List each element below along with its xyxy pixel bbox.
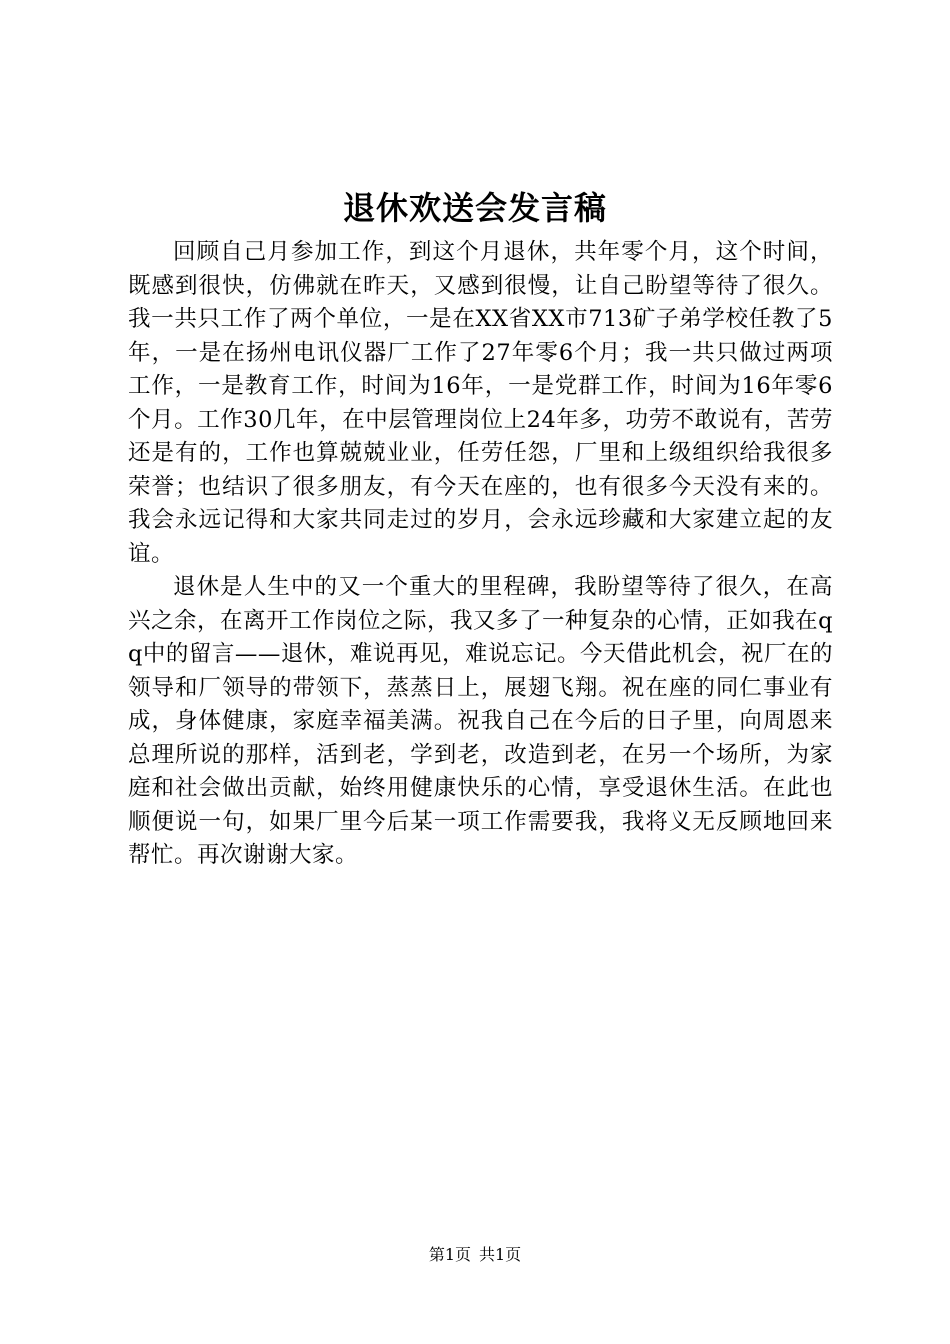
document-title: 退休欢送会发言稿 [342, 189, 607, 227]
page-number: 第1页 [428, 1245, 471, 1264]
document-body [128, 236, 833, 873]
page-total: 共1页 [479, 1245, 522, 1264]
page-footer [0, 1244, 950, 1266]
paragraph-2: 退休是人生中的又一个重大的里程碑，我盼望等待了很久，在高兴之余，在离开工作岗位之际，我又多了一种复杂的心情，正如我在qq中的留言——退休，难说再见，难说忘记。今天借此机会，祝厂在的领导和厂领导的带领下，蒸蒸日上，展翅飞翔。祝在座的同仁事业有成，身体健康，家庭幸福美满。祝我自己在今后的日子里，向周恩来总理所说的那样，活到老，学到老，改造到老，在另一个场所，为家庭和社会做出贡献，始终用健康快乐的心情，享受退休生活。在此也顺便说一句，如果厂里今后某一项工作需要我，我将义无反顾地回来帮忙。再次谢谢大家。 [128, 574, 833, 868]
paragraph-1: 回顾自己月参加工作，到这个月退休，共年零个月，这个时间，既感到很快，仿佛就在昨天，又感到很慢，让自己盼望等待了很久。我一共只工作了两个单位，一是在XX省XX市713矿子弟学校任教了5年，一是在扬州电讯仪器厂工作了27年零6个月；我一共只做过两项工作，一是教育工作，时间为16年，一是党群工作，时间为16年零6个月。工作30几年，在中层管理岗位上24年多，功劳不敢说有，苦劳还是有的，工作也算兢兢业业，任劳任怨，厂里和上级组织给我很多荣誉；也结识了很多朋友，有今天在座的，也有很多今天没有来的。我会永远记得和大家共同走过的岁月，会永远珍藏和大家建立起的友谊。 [128, 239, 833, 567]
